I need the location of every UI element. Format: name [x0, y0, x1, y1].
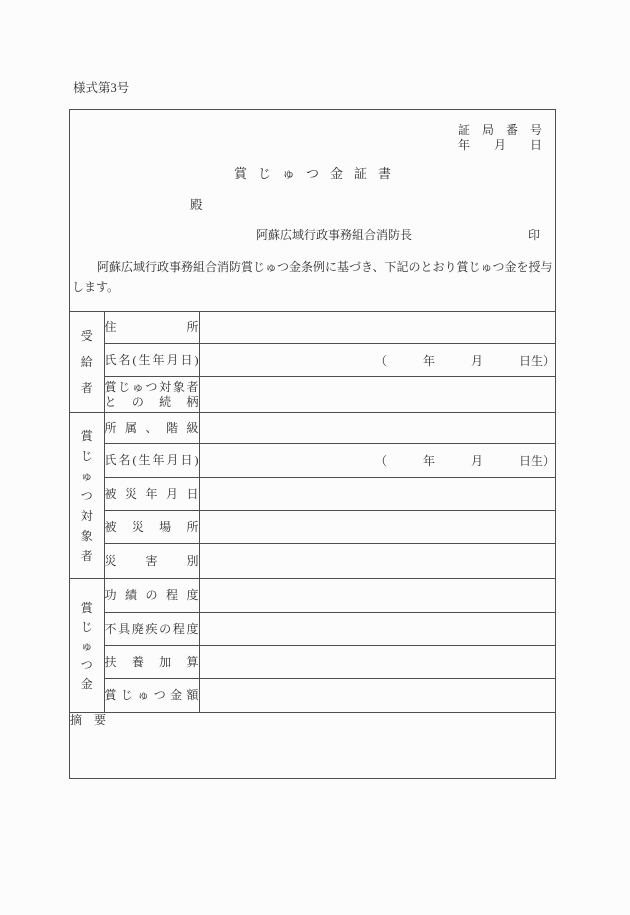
row-label-disaster-place: 被災場所 [104, 511, 199, 544]
table-row [70, 579, 555, 613]
row-value-dependent-addition [199, 646, 555, 679]
table-row [70, 312, 555, 344]
row-label-address: 住所 [104, 312, 199, 344]
document-number-line: 証 局 番 号 [457, 123, 542, 137]
row-label-affiliation-rank: 所属、階級 [104, 413, 199, 444]
row-label-disaster-type: 災害別 [104, 544, 199, 579]
table-row [70, 377, 555, 413]
table-row [70, 444, 555, 478]
certificate-title: 賞じゅつ金証書 [233, 166, 402, 181]
issuer-name: 阿蘇広域行政事務組合消防長 [256, 228, 413, 242]
addressee-honorific: 殿 [190, 198, 203, 212]
row-label-relationship: 賞じゅつ対象者との続柄 [104, 377, 199, 413]
row-label-merit-degree: 功績の程度 [104, 579, 199, 613]
seal-mark: 印 [527, 228, 540, 242]
table-row [70, 713, 555, 779]
table-row [70, 413, 555, 444]
group-label-award-money: 賞 じ ゅ つ 金 [80, 600, 93, 691]
remarks-cell [70, 713, 555, 779]
certificate-header [70, 110, 555, 311]
group-label-award-subject: 賞 じ ゅ つ 対 象 者 [80, 428, 93, 563]
row-value-relationship [199, 377, 555, 413]
table-row [70, 646, 555, 679]
row-label-subject-name: 氏名(生年月日) [104, 444, 199, 478]
row-value-disability-degree [199, 613, 555, 646]
table-row [70, 344, 555, 377]
row-value-address [199, 312, 555, 344]
row-label-disaster-date: 被災年月日 [104, 478, 199, 511]
row-value-recipient-name: （ 年 月 日生） [199, 344, 555, 377]
certificate-meta [70, 123, 555, 153]
table-row [70, 511, 555, 544]
table-row [70, 613, 555, 646]
group-label-recipient: 受 給 者 [80, 329, 93, 395]
date-line: 年 月 日 [457, 138, 542, 152]
form-number: 様式第3号 [73, 81, 130, 95]
remarks-label: 摘 要 [70, 713, 107, 727]
row-value-subject-name: （ 年 月 日生） [199, 444, 555, 478]
row-label-recipient-name: 氏名(生年月日) [104, 344, 199, 377]
row-value-merit-degree [199, 579, 555, 613]
table-row [70, 679, 555, 713]
row-value-disaster-type [199, 544, 555, 579]
row-label-disability-degree: 不具廃疾の程度 [104, 613, 199, 646]
table-row [70, 478, 555, 511]
row-value-affiliation-rank [199, 413, 555, 444]
certificate-box [69, 109, 556, 779]
row-value-disaster-date [199, 478, 555, 511]
award-details-table [70, 311, 555, 779]
body-paragraph: 阿蘇広域行政事務組合消防賞じゅつ金条例に基づき、下記のとおり賞じゅつ金を授与します。 [72, 260, 553, 294]
row-label-dependent-addition: 扶養加算 [104, 646, 199, 679]
issuer-line [70, 228, 555, 242]
table-row [70, 544, 555, 579]
row-value-award-amount [199, 679, 555, 713]
row-label-award-amount: 賞じゅつ金額 [104, 679, 199, 713]
row-value-disaster-place [199, 511, 555, 544]
